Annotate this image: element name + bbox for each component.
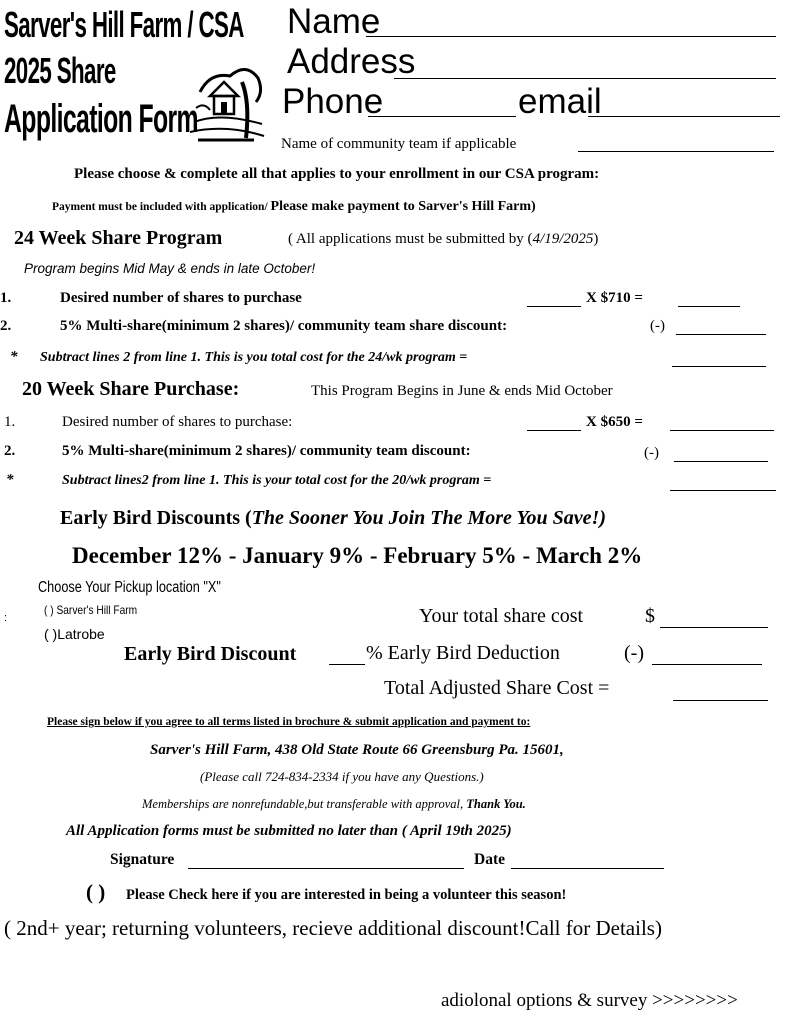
deduction-minus: (-): [624, 642, 644, 664]
adjusted-cost-label: Total Adjusted Share Cost =: [384, 677, 610, 699]
payment-note: Payment must be included with application/ Please make payment to Sarver's Hill Farm): [52, 199, 536, 214]
program20-price: X $650 =: [586, 414, 643, 430]
returning-volunteers-note: ( 2nd+ year; returning volunteers, recieve additional discount!Call for Details): [4, 916, 662, 940]
early-bird-percent-field[interactable]: [329, 664, 365, 665]
program24-line1-num: 1.: [0, 290, 12, 306]
team-field[interactable]: [578, 151, 774, 152]
early-bird-discount-label: Early Bird Discount: [124, 643, 297, 665]
program20-line3-text: Subtract lines2 from line 1. This is your total cost for the 20/wk program =: [62, 473, 492, 488]
program20-minus: (-): [644, 445, 659, 461]
program20-total-field[interactable]: [670, 490, 776, 491]
program20-line2-num: 2.: [4, 443, 16, 459]
program20-line2-text: 5% Multi-share(minimum 2 shares)/ community team discount:: [62, 443, 471, 459]
program24-subtotal-field[interactable]: [678, 306, 740, 307]
farm-address: Sarver's Hill Farm, 438 Old State Route 66 Greensburg Pa. 15601,: [150, 742, 564, 758]
form-title-line3: Application Form: [4, 97, 198, 141]
date-field[interactable]: [511, 868, 664, 869]
choose-instructions: Please choose & complete all that applies to your enrollment in our CSA program:: [74, 166, 600, 182]
form-title-line1: Sarver's Hill Farm / CSA: [4, 4, 244, 45]
program24-minus: (-): [650, 318, 665, 334]
program24-line1-text: Desired number of shares to purchase: [60, 290, 302, 306]
early-bird-heading: Early Bird Discounts (The Sooner You Join The More You Save!): [60, 507, 606, 529]
memberships-note: Memberships are nonrefundable,but transferable with approval, Thank You.: [142, 797, 526, 811]
final-deadline: All Application forms must be submitted no later than ( April 19th 2025): [66, 823, 512, 839]
call-note: (Please call 724-834-2334 if you have any Questions.): [200, 769, 484, 784]
early-bird-schedule: December 12% - January 9% - February 5% - March 2%: [72, 543, 643, 568]
program20-heading: 20 Week Share Purchase:: [22, 378, 240, 400]
sign-below-note: Please sign below if you agree to all terms listed in brochure & submit application and payment to:: [47, 716, 531, 728]
date-label: Date: [474, 851, 505, 868]
early-bird-deduction-field[interactable]: [652, 664, 762, 665]
program24-price: X $710 =: [586, 290, 643, 306]
address-field[interactable]: [394, 78, 776, 79]
stray-colon: :: [4, 612, 8, 624]
pickup-option-farm[interactable]: ( ) Sarver's Hill Farm: [44, 603, 138, 617]
program20-discount-field[interactable]: [674, 461, 768, 462]
program24-deadline: ( All applications must be submitted by (4/19/2025): [288, 231, 599, 247]
total-share-cost-field[interactable]: [660, 627, 768, 628]
program24-subtitle: Program begins Mid May & ends in late October!: [24, 261, 316, 276]
early-bird-deduction-label: % Early Bird Deduction: [366, 642, 560, 664]
dollar-sign: $: [645, 605, 655, 627]
team-label: Name of community team if applicable: [281, 136, 517, 152]
program24-total-field[interactable]: [672, 366, 766, 367]
program24-line3-text: Subtract lines 2 from line 1. This is you total cost for the 24/wk program =: [40, 350, 468, 365]
program20-note: This Program Begins in June & ends Mid October: [311, 383, 613, 399]
program20-subtotal-field[interactable]: [670, 430, 774, 431]
adjusted-cost-field[interactable]: [673, 700, 768, 701]
signature-field[interactable]: [188, 868, 464, 869]
program20-line1-text: Desired number of shares to purchase:: [62, 414, 293, 430]
program20-shares-field[interactable]: [527, 430, 581, 431]
email-field[interactable]: [588, 116, 780, 117]
program20-line3-num: *: [6, 472, 14, 488]
email-label: email: [518, 82, 602, 121]
volunteer-checkbox[interactable]: ( ): [86, 880, 106, 904]
name-field[interactable]: [366, 36, 776, 37]
signature-label: Signature: [110, 851, 175, 868]
form-title-line2: 2025 Share: [4, 50, 116, 91]
program24-line2-num: 2.: [0, 318, 12, 334]
volunteer-text: Please Check here if you are interested in being a volunteer this season!: [126, 887, 567, 903]
program24-discount-field[interactable]: [676, 334, 766, 335]
program24-line3-num: *: [10, 349, 18, 365]
phone-field[interactable]: [368, 116, 516, 117]
total-share-cost-label: Your total share cost: [419, 605, 584, 627]
program24-line2-text: 5% Multi-share(minimum 2 shares)/ community team share discount:: [60, 318, 508, 334]
phone-label: Phone: [282, 82, 384, 121]
program24-shares-field[interactable]: [527, 306, 581, 307]
additional-options-link: adiolonal options & survey >>>>>>>>: [441, 990, 738, 1011]
name-label: Name: [287, 2, 381, 41]
pickup-option-latrobe[interactable]: ( )Latrobe: [44, 626, 105, 642]
farm-illustration: [190, 52, 266, 144]
pickup-heading: Choose Your Pickup location "X": [38, 579, 221, 596]
address-label: Address: [287, 42, 416, 81]
program24-heading: 24 Week Share Program: [14, 227, 223, 249]
program20-line1-num: 1.: [4, 414, 16, 430]
